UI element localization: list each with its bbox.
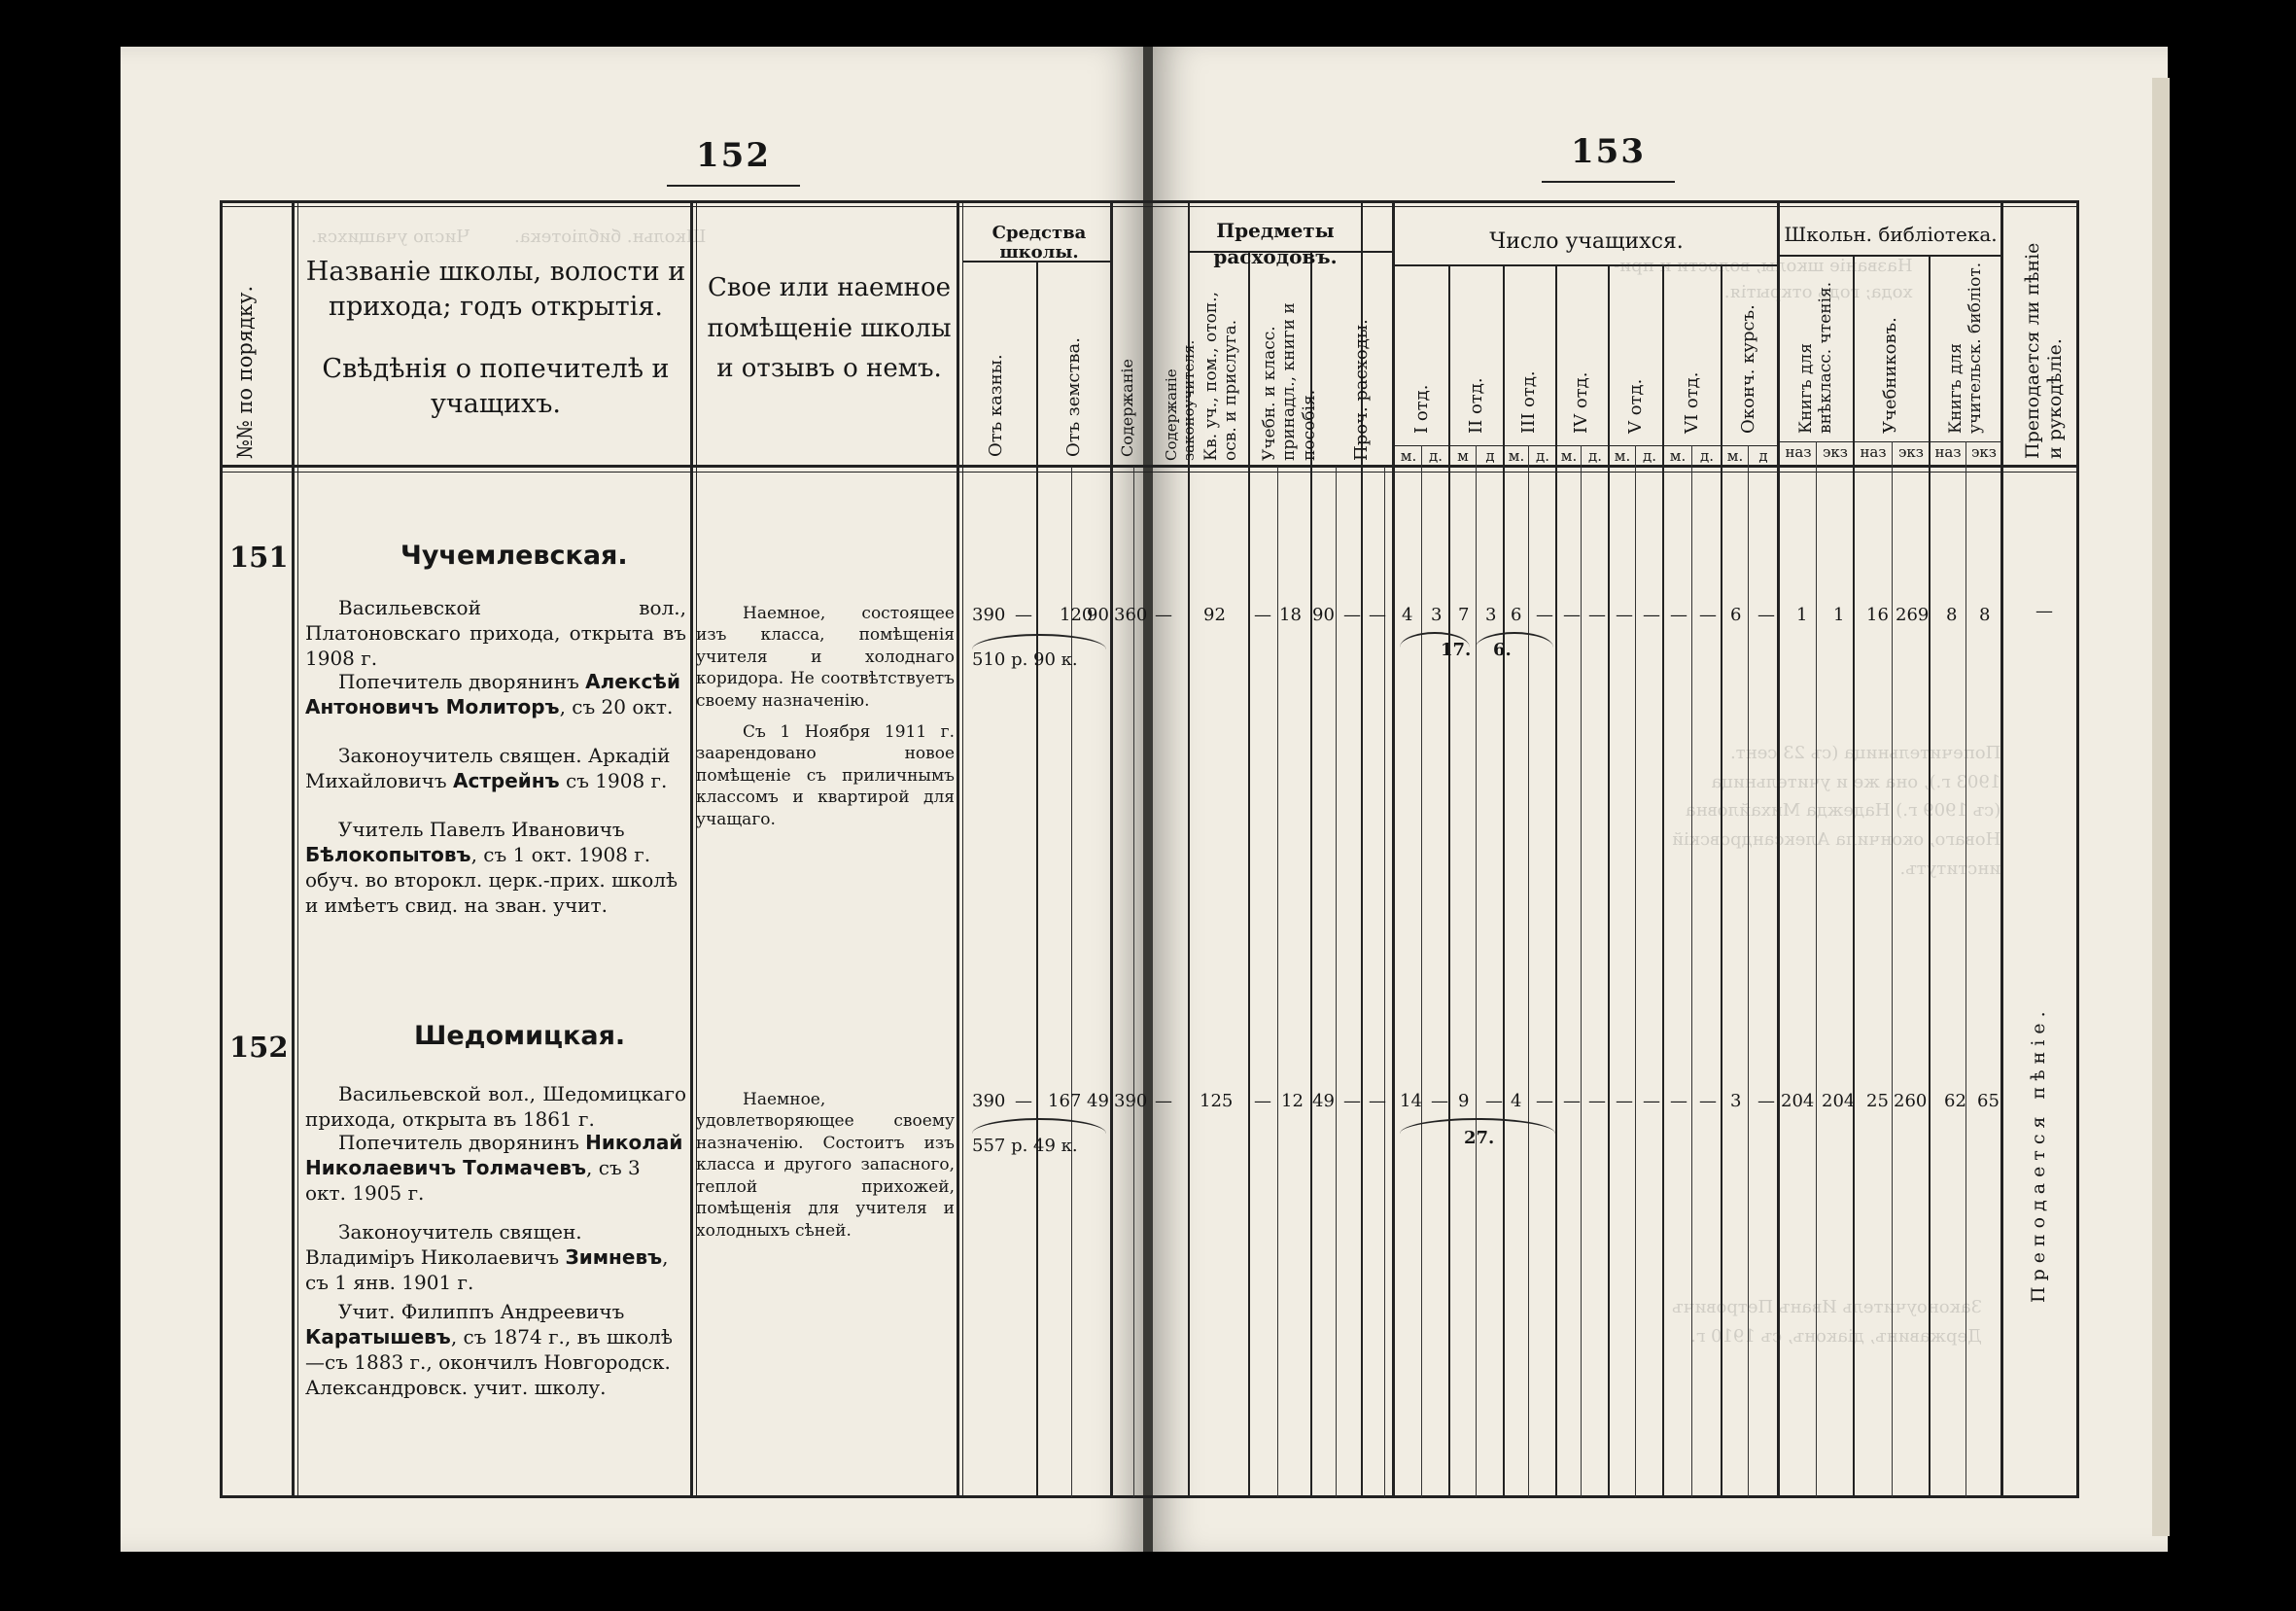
header-lib-teacher: Книгъ для учительск. библіот. <box>1946 262 1986 434</box>
students-d6: — <box>1699 1091 1717 1111</box>
lib-sub-label: наз <box>1934 443 1962 461</box>
col-rule <box>297 200 298 1498</box>
exp-books-k: 49 <box>1312 1091 1335 1111</box>
students-m2: 9 <box>1458 1091 1470 1111</box>
md-label: м. <box>1400 447 1417 465</box>
col-rule <box>1581 445 1582 1497</box>
header-col-no: №№ по порядку. <box>233 285 257 459</box>
header-bottom-rule <box>220 465 2078 468</box>
lib-teacher-copies: 65 <box>1977 1091 2000 1111</box>
table-top-rule <box>220 200 2078 203</box>
col-rule <box>962 200 963 1498</box>
col-rule <box>1528 445 1529 1497</box>
exp-quarters: 92 <box>1203 605 1226 625</box>
entry-number: 152 <box>229 1031 289 1064</box>
students-done-m: 6 <box>1730 605 1742 625</box>
header-grade-4: IV отд. <box>1571 371 1591 434</box>
school-name: Шедомицкая. <box>414 1021 626 1051</box>
students-m1: 14 <box>1400 1091 1422 1111</box>
lib-textbook-titles: 16 <box>1866 605 1889 625</box>
header-col-name: Названіе школы, волости и прихода; годъ открытія. <box>305 257 686 323</box>
exp-quarters-k: — <box>1254 1091 1271 1111</box>
students-total: 27. <box>1464 1128 1495 1148</box>
funds-total: 557 р. 49 к. <box>972 1136 1078 1156</box>
page-edge <box>2152 78 2170 1536</box>
teacher-tail: , съ 1874 г., въ школѣ—съ 1883 г., окончилъ Новгородск. Александровск. учит. школу. <box>305 1325 673 1399</box>
header-fund-zemstvo: Отъ земства. <box>1063 337 1084 457</box>
exp-salary-k: — <box>1155 1091 1172 1111</box>
students-m2: 7 <box>1458 605 1470 625</box>
header-funds-title: Средства школы. <box>991 223 1087 263</box>
col-rule <box>1691 445 1692 1497</box>
patron-info <box>305 1130 686 1206</box>
book-gutter <box>1143 47 1153 1552</box>
lib-sub-label: экз <box>1823 443 1848 461</box>
students-m4: — <box>1563 605 1581 625</box>
students-m5: — <box>1616 605 1633 625</box>
header-col-premises: Свое или наемное помѣщеніе школы и отзывъ о немъ. <box>707 273 952 384</box>
table-bottom-rule <box>220 1495 2078 1498</box>
students-m6: — <box>1670 605 1687 625</box>
col-rule <box>1777 200 1780 1498</box>
teacher-name: Каратышевъ <box>305 1325 451 1348</box>
students-done-d: — <box>1757 605 1775 625</box>
patron-name: Алексѣй Антоновичъ Молиторъ <box>305 670 681 718</box>
premises-text: Наемное, удовлетворяющее своему назначенію. Состоитъ изъ класса и другого запасного, теплой прихожей, помѣщенія для учителя и холодныхъ сѣней. <box>696 1090 955 1241</box>
header-grade-3: III отд. <box>1518 370 1539 434</box>
exp-salary-k: — <box>1155 605 1172 625</box>
exp-other: — <box>1343 605 1361 625</box>
header-grade-1: I отд. <box>1411 384 1432 434</box>
header-fund-treasury: Отъ казны. <box>986 354 1006 457</box>
premises-text-2: Съ 1 Ноября 1911 г. заарендовано новое помѣщеніе съ приличнымъ классомъ и квартирой для учащаго. <box>696 722 955 829</box>
teacher-label: Учитель Павелъ Ивановичъ <box>338 818 625 841</box>
col-rule <box>1036 263 1038 1497</box>
fund-zemstvo-k: 90 <box>1087 605 1109 625</box>
students-d1: 3 <box>1431 605 1443 625</box>
exp-other-k: — <box>1369 1091 1386 1111</box>
left-page-number: 152 <box>696 136 771 175</box>
lib-extra-copies: 1 <box>1833 605 1845 625</box>
header-library-title: Школьн. библіотека. <box>1784 223 1998 246</box>
students-d3: — <box>1536 1091 1553 1111</box>
exp-other-k: — <box>1369 605 1386 625</box>
col-rule <box>1853 255 1855 1497</box>
header-grade-done: Оконч. курсъ. <box>1738 304 1758 434</box>
header-grade-5: V отд. <box>1625 378 1646 434</box>
lib-textbook-copies: 260 <box>1894 1091 1928 1111</box>
singing-value: — <box>2035 601 2053 621</box>
students-done-d: — <box>1757 1091 1775 1111</box>
col-rule <box>1816 441 1817 1497</box>
students-d2: — <box>1485 1091 1503 1111</box>
header-grade-2: II отд. <box>1466 377 1486 434</box>
fund-treasury: 390 <box>972 1091 1006 1111</box>
fund-zemstvo-k: 49 <box>1087 1091 1109 1111</box>
md-label: д. <box>1699 447 1714 465</box>
col-rule <box>1892 441 1893 1497</box>
students-d4: — <box>1588 1091 1606 1111</box>
students-m5: — <box>1616 1091 1633 1111</box>
header-col-singing: Преподается ли пѣніе и рукодѣліе. <box>2022 242 2066 459</box>
students-d2: 3 <box>1485 605 1497 625</box>
md-label: м. <box>1508 447 1525 465</box>
md-label: м <box>1457 447 1469 465</box>
md-label: м. <box>1669 447 1687 465</box>
col-rule <box>1748 445 1749 1497</box>
law-label: Законоучитель священ. Аркадій Михайловичъ <box>305 744 671 792</box>
col-rule <box>957 200 959 1498</box>
lib-teacher-titles: 62 <box>1944 1091 1966 1111</box>
law-label: Законоучитель священ. Владиміръ Николаевичъ <box>305 1220 582 1269</box>
lib-teacher-copies: 8 <box>1979 605 1991 625</box>
col-rule <box>1392 200 1395 1498</box>
md-label: м. <box>1560 447 1578 465</box>
exp-books: 12 <box>1281 1091 1304 1111</box>
fund-treasury-k: — <box>1015 1091 1032 1111</box>
students-m4: — <box>1563 1091 1581 1111</box>
header-exp-books: Учебн. и класс. принадл., книги и пособія. <box>1260 302 1319 461</box>
table-top-rule-thin <box>220 206 2078 207</box>
patron-label: Попечитель дворянинъ <box>338 1131 579 1154</box>
lib-sub-label: наз <box>1860 443 1887 461</box>
patron-info <box>305 669 686 719</box>
premises-text: Наемное, состоящее изъ класса, помѣщенія учителя и холоднаго коридора. Не соотвѣтствуетъ своему назначенію. <box>696 604 955 711</box>
lib-teacher-titles: 8 <box>1946 605 1958 625</box>
exp-other: — <box>1343 1091 1361 1111</box>
header-students-title: Число учащихся. <box>1489 229 1684 254</box>
exp-books-k: 90 <box>1312 605 1335 625</box>
library-sub-rule <box>1779 441 2002 442</box>
library-rule <box>1779 255 2002 257</box>
header-lib-textbooks: Учебниковъ. <box>1880 317 1900 434</box>
exp-quarters: 125 <box>1200 1091 1234 1111</box>
entry-number: 151 <box>229 541 289 574</box>
teacher-name: Бѣлокопытовъ <box>305 843 471 866</box>
col-rule <box>696 200 697 1498</box>
col-rule <box>220 200 223 1498</box>
law-tail: съ 1908 г. <box>559 769 668 792</box>
right-page-number: 153 <box>1571 132 1646 171</box>
exp-books: 18 <box>1279 605 1302 625</box>
law-name: Зимневъ <box>565 1245 663 1269</box>
exp-quarters-k: — <box>1254 605 1271 625</box>
fund-zemstvo: 120 <box>1060 605 1094 625</box>
students-total-d: 6. <box>1493 640 1512 660</box>
col-rule <box>1110 200 1113 1498</box>
header-exp-salary: Содержаніе <box>1118 359 1136 457</box>
md-label: д. <box>1587 447 1602 465</box>
fund-zemstvo: 167 <box>1048 1091 1082 1111</box>
col-rule <box>1476 445 1477 1497</box>
col-rule <box>292 200 295 1498</box>
header-exp-quarters: Кв. уч., пом., отоп., осв. и прислуга. <box>1201 291 1241 461</box>
law-teacher-info <box>305 1219 686 1295</box>
teacher-tail: , съ 1 окт. 1908 г. обуч. во второкл. церк.-прих. школѣ и имѣетъ свид. на зван. учит. <box>305 843 678 917</box>
md-label: д. <box>1642 447 1656 465</box>
funds-total: 510 р. 90 к. <box>972 649 1078 670</box>
exp-salary: 390 <box>1114 1091 1148 1111</box>
col-rule <box>2000 200 2003 1498</box>
teacher-info <box>305 817 686 918</box>
students-m3: 6 <box>1511 605 1522 625</box>
students-total-m: 17. <box>1441 640 1472 660</box>
teacher-label: Учит. Филиппъ Андреевичъ <box>338 1300 625 1323</box>
students-done-m: 3 <box>1730 1091 1742 1111</box>
col-rule <box>2076 200 2079 1498</box>
lib-sub-label: экз <box>1971 443 1997 461</box>
patron-label: Попечитель дворянинъ <box>338 670 579 693</box>
students-d4: — <box>1588 605 1606 625</box>
students-d5: — <box>1643 1091 1660 1111</box>
lib-textbook-copies: 269 <box>1896 605 1930 625</box>
school-location: Васильевской вол., Платоновскаго прихода, открыта въ 1908 г. <box>305 596 686 670</box>
school-location: Васильевской вол., Шедомицкаго прихода, открыта въ 1861 г. <box>305 1082 686 1131</box>
header-expense-title: Предметы расходовъ. <box>1213 219 1338 268</box>
header-exp-other: Проч. расходы. <box>1351 319 1372 461</box>
md-label: д. <box>1535 447 1549 465</box>
md-label: д. <box>1428 447 1443 465</box>
singing-value: Преподается пѣніе. <box>2028 1005 2049 1303</box>
lib-extra-copies: 204 <box>1822 1091 1856 1111</box>
patron-name: Николай Николаевичъ Толмачевъ <box>305 1131 683 1179</box>
law-name: Астрейнъ <box>452 769 560 792</box>
col-rule <box>1635 445 1636 1497</box>
students-m6: — <box>1670 1091 1687 1111</box>
students-d6: — <box>1699 605 1717 625</box>
header-col-patron: Свѣдѣнія о попечителѣ и учащихъ. <box>322 354 670 420</box>
students-m1: 4 <box>1402 605 1413 625</box>
col-rule <box>1277 467 1278 1497</box>
col-rule <box>690 200 693 1498</box>
school-name: Чучемлевская. <box>400 541 628 571</box>
fund-treasury: 390 <box>972 605 1006 625</box>
fund-treasury-k: — <box>1015 605 1032 625</box>
law-tail: , съ 1 янв. 1901 г. <box>305 1245 669 1294</box>
header-lib-extra: Книгъ для внѣкласс. чтенія. <box>1796 281 1836 434</box>
col-rule <box>1248 253 1250 1497</box>
lib-sub-label: наз <box>1785 443 1812 461</box>
header-exp-law: Содержаніе законоучителя. <box>1163 339 1198 461</box>
exp-salary: 360 <box>1114 605 1148 625</box>
col-rule <box>1929 255 1931 1497</box>
md-label: м. <box>1726 447 1744 465</box>
teacher-info <box>305 1299 686 1400</box>
col-rule <box>1421 445 1422 1497</box>
students-d3: — <box>1536 605 1553 625</box>
col-rule <box>1336 467 1337 1497</box>
header-grade-6: VI отд. <box>1682 371 1702 434</box>
lib-sub-label: экз <box>1898 443 1924 461</box>
md-label: д <box>1758 447 1768 465</box>
header-bottom-rule-thin <box>220 472 2078 473</box>
lib-textbook-titles: 25 <box>1866 1091 1889 1111</box>
law-teacher-info <box>305 743 686 793</box>
students-d5: — <box>1643 605 1660 625</box>
md-label: м. <box>1614 447 1631 465</box>
md-label: д <box>1485 447 1495 465</box>
patron-tail: , съ 20 окт. <box>559 695 674 718</box>
students-d1: — <box>1431 1091 1448 1111</box>
patron-tail: , съ 3 окт. 1905 г. <box>305 1156 641 1205</box>
lib-extra-titles: 204 <box>1781 1091 1815 1111</box>
lib-extra-titles: 1 <box>1796 605 1808 625</box>
students-m3: 4 <box>1511 1091 1522 1111</box>
